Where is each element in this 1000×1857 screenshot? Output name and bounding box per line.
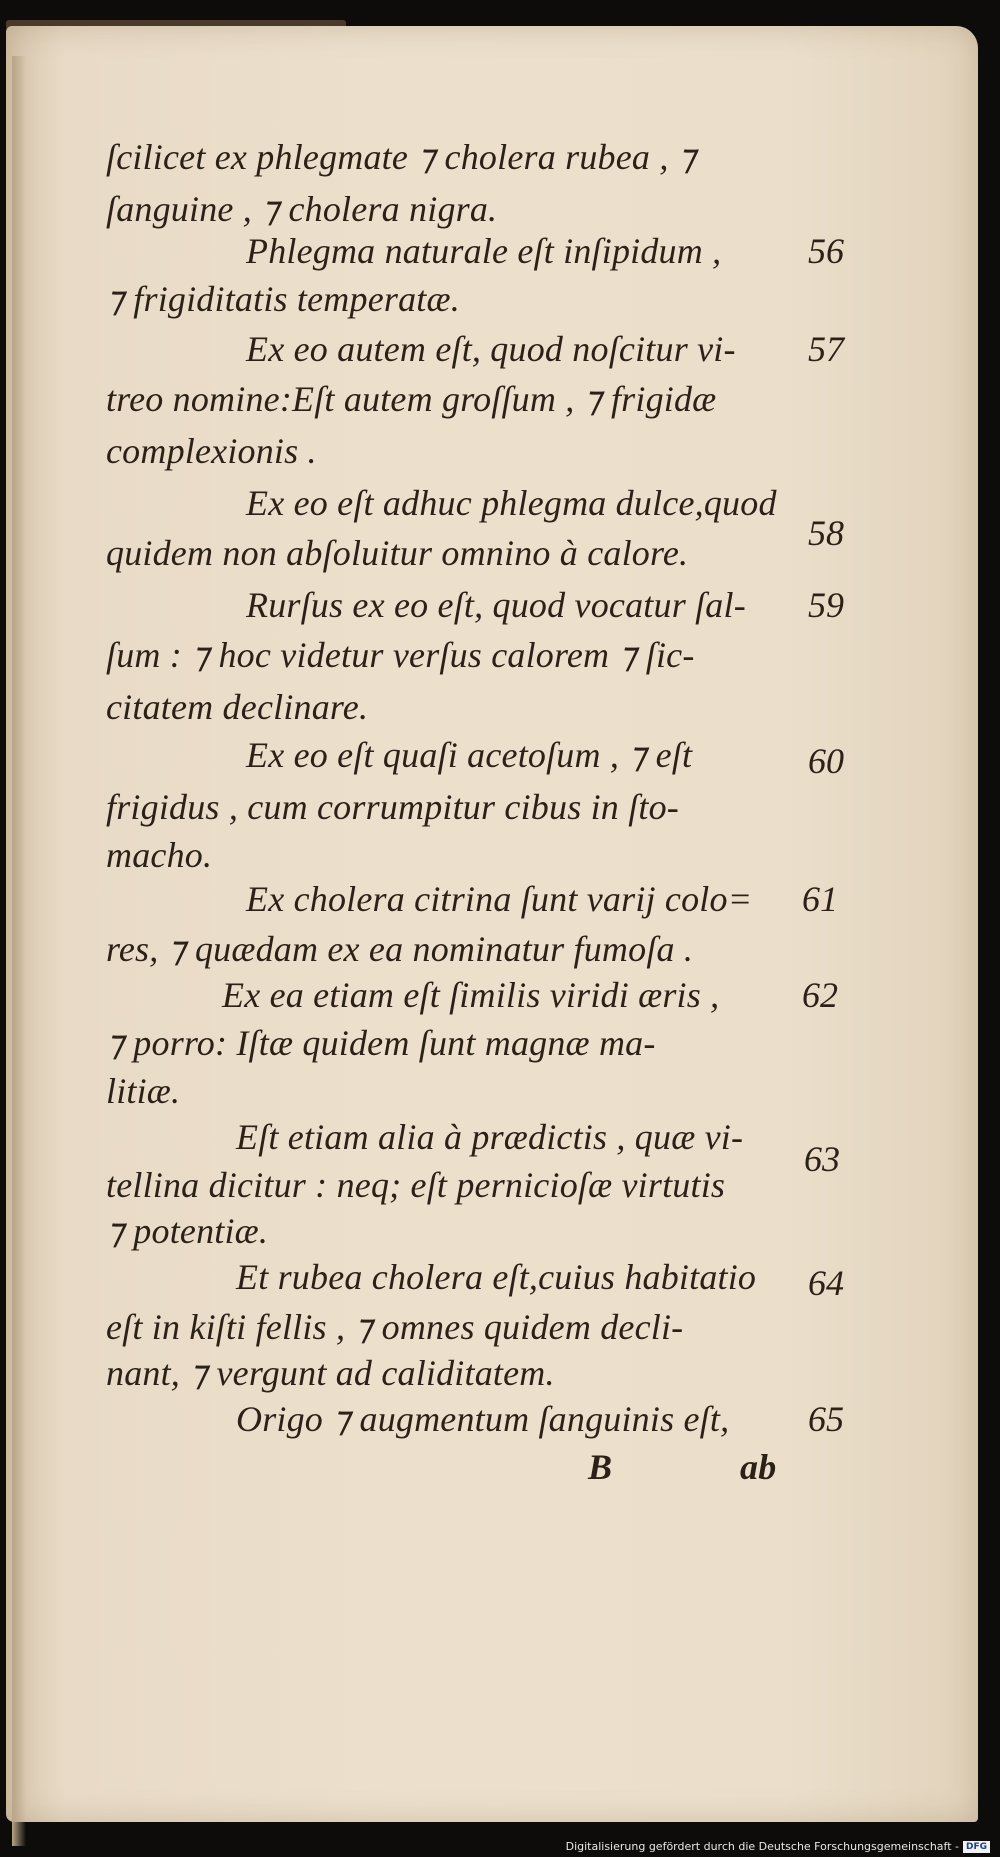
text-line: Phlegma naturale eſt inſipidum , — [246, 231, 722, 271]
digitization-credit — [566, 1840, 990, 1853]
page-text — [6, 26, 978, 1822]
margin-number: 61 — [802, 879, 838, 919]
text-line: Ex eo autem eſt, quod noſcitur vi- — [246, 329, 736, 369]
text-line: ⁊ porro: Iſtæ quidem ſunt magnæ ma- — [106, 1023, 656, 1063]
margin-number: 59 — [808, 585, 844, 625]
text-line: Ex eo eſt adhuc phlegma dulce,quod — [246, 483, 777, 523]
book-page — [6, 26, 978, 1822]
margin-number: 62 — [802, 975, 838, 1015]
text-line: eſt in kiſti fellis , ⁊ omnes quidem decli- — [106, 1307, 684, 1347]
margin-number: 57 — [808, 329, 844, 369]
text-line: res, ⁊ quædam ex ea nominatur fumoſa . — [106, 929, 694, 969]
text-line: frigidus , cum corrumpitur cibus in ſto- — [106, 787, 679, 827]
text-line: Ex ea etiam eſt ſimilis viridi æris , — [222, 975, 720, 1015]
credit-text: Digitalisierung gefördert durch die Deutsche Forschungsgemeinschaft - — [565, 1840, 959, 1853]
text-line: Rurſus ex eo eſt, quod vocatur ſal- — [246, 585, 746, 625]
text-line: ſcilicet ex phlegmate ⁊ cholera rubea , ⁊ — [106, 137, 696, 177]
text-line: Eſt etiam alia à prædictis , quæ vi- — [236, 1117, 744, 1157]
margin-number: 60 — [808, 741, 844, 781]
margin-number: 56 — [808, 231, 844, 271]
text-line: ⁊ potentiæ. — [106, 1211, 269, 1251]
text-line: ſanguine , ⁊ cholera nigra. — [106, 189, 498, 229]
dfg-logo: DFG — [963, 1841, 990, 1853]
text-line: citatem declinare. — [106, 687, 369, 727]
text-line: ⁊ frigiditatis temperatæ. — [106, 279, 460, 319]
text-line: quidem non abſoluitur omnino à calore. — [106, 533, 689, 573]
margin-number: 64 — [808, 1263, 844, 1303]
text-line: complexionis . — [106, 431, 317, 471]
text-line: macho. — [106, 835, 213, 875]
margin-number: 65 — [808, 1399, 844, 1439]
text-line: nant, ⁊ vergunt ad caliditatem. — [106, 1353, 555, 1393]
text-line: Ex cholera citrina ſunt varij colo= — [246, 879, 753, 919]
catchword: ab — [740, 1447, 777, 1487]
margin-number: 63 — [804, 1139, 840, 1179]
text-line: Origo ⁊ augmentum ſanguinis eſt, — [236, 1399, 730, 1439]
text-line: litiæ. — [106, 1071, 181, 1111]
text-line: tellina dicitur : neq; eſt pernicioſæ virtutis — [106, 1165, 726, 1205]
signature-mark: B — [588, 1447, 613, 1487]
text-line: Et rubea cholera eſt,cuius habitatio — [236, 1257, 757, 1297]
text-line: Ex eo eſt quaſi acetoſum , ⁊ eſt — [246, 735, 693, 775]
text-line: ſum : ⁊ hoc videtur verſus calorem ⁊ ſic- — [106, 635, 695, 675]
margin-number: 58 — [808, 513, 844, 553]
text-line: treo nomine:Eſt autem groſſum , ⁊ frigidæ — [106, 379, 717, 419]
